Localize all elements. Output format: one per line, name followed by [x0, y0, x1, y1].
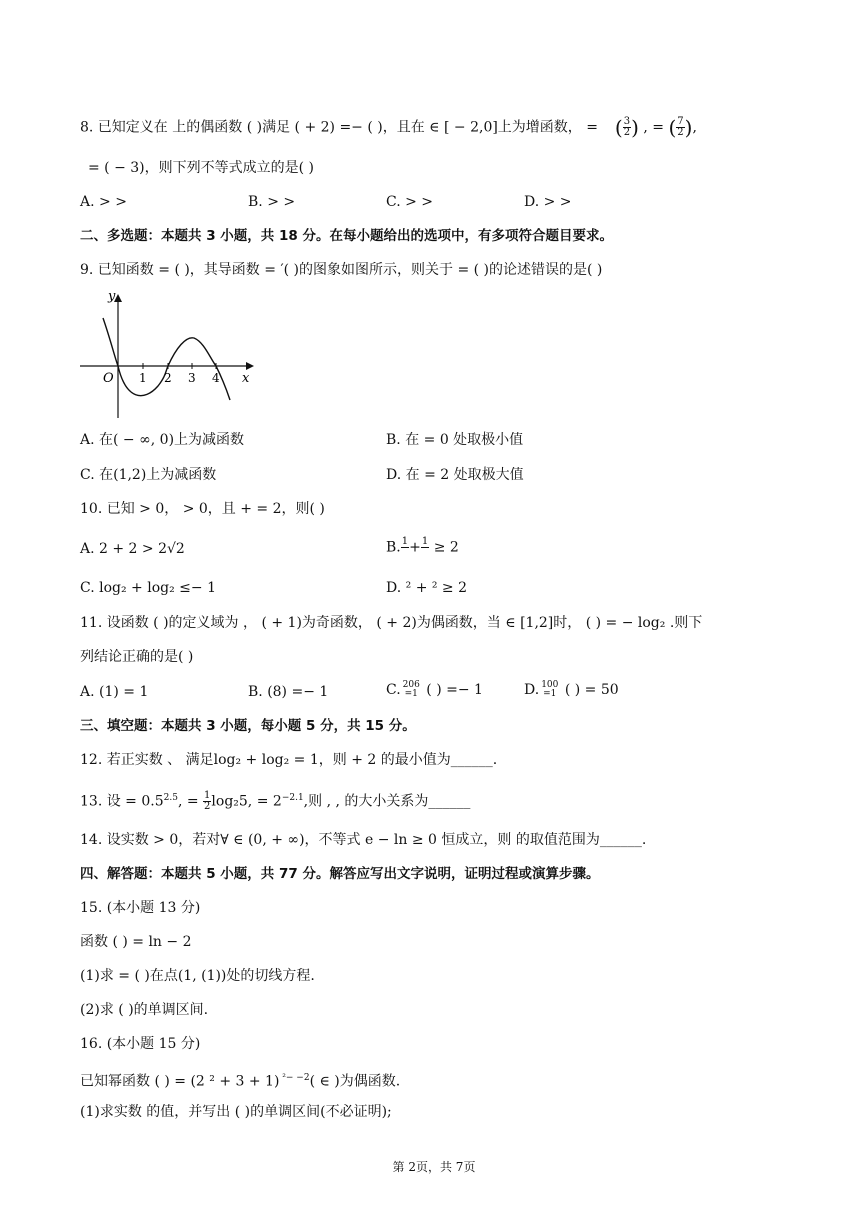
q16-part1: (1)求实数 的值，并写出 ( )的单调区间(不必证明); [80, 1104, 392, 1120]
q13-frac: $\frac{1}{2}$ [204, 790, 211, 813]
q10-option-d: D. ² + ² ≥ 2 [386, 580, 468, 596]
q11-option-d: D. 100 =1 ( ) = 50 [524, 680, 619, 699]
paren-close: ) [631, 115, 639, 140]
q15-head: 15. (本小题 13 分) [80, 900, 201, 916]
q15-stem: 函数 ( ) = ln − 2 [80, 934, 192, 950]
q8-text-b: , = [643, 119, 664, 136]
q13: 13. 设 = $0.5^{2.5}$, = $\frac{1}{2}$ log₂5, = $2^{-2.1}$,则 , , 的大小关系为______ [80, 790, 471, 813]
q8-option-d: D. > > [524, 194, 572, 210]
q11-option-a: A. (1) = 1 [80, 684, 149, 700]
q8-option-a: A. > > [80, 194, 127, 210]
q11-option-c: C. 206 =1 ( ) =− 1 [386, 680, 483, 699]
section-heading-fill-blank: 三、填空题：本题共 3 小题，每小题 5 分，共 15 分。 [80, 718, 416, 734]
q8-frac1: $\frac{3}{2}$ [623, 116, 631, 138]
section-heading-solutions: 四、解答题：本题共 5 小题，共 77 分。解答应写出文字说明，证明过程或演算步骤。 [80, 866, 600, 882]
q16-stem: 已知幂函数 ( ) = (2 ² + 3 + 1) $^{^2- -2}$( ∈ )为偶函数. [80, 1073, 401, 1090]
q10-option-b: B. 1 + 1 ≥ 2 [386, 537, 459, 558]
tick-label-3: 3 [188, 371, 196, 385]
derivative-graph [78, 290, 258, 422]
q8-line1 [80, 117, 697, 138]
x-axis-arrow [246, 362, 254, 370]
q9-option-d: D. 在 = 2 处取极大值 [386, 467, 524, 483]
q16-head: 16. (本小题 15 分) [80, 1036, 201, 1052]
q11-c-sum-limits: 206 =1 [402, 680, 420, 699]
q11-option-b: B. (8) =− 1 [248, 684, 329, 700]
origin-label: O [103, 371, 114, 386]
paren-close: ) [684, 115, 693, 140]
tick-label-1: 1 [139, 371, 147, 385]
q10-stem: 10. 已知 > 0， > 0，且 + = 2，则( ) [80, 501, 325, 517]
q15-part1: (1)求 = ( )在点(1, (1))处的切线方程. [80, 968, 315, 984]
paren-open: ( [668, 115, 677, 140]
q8-frac2: $\frac{7}{2}$ [677, 116, 684, 138]
paren-open: ( [614, 115, 623, 140]
q8-text-c: , [692, 119, 697, 136]
q11-d-sum-limits: 100 =1 [541, 680, 559, 699]
x-axis-label: x [242, 371, 250, 386]
derivative-curve [103, 318, 230, 400]
q8-text-a: 8. 已知定义在 上的偶函数 ( )满足 ( + 2) =− ( )，且在 ∈ [ − 2,0]上为增函数， = [80, 119, 598, 136]
page-footer: 第 2页，共 7页 [392, 1160, 476, 1174]
q8-line2: = ( − 3)，则下列不等式成立的是( ) [88, 160, 315, 176]
q15-part2: (2)求 ( )的单调区间. [80, 1002, 209, 1018]
q9-option-c: C. 在(1,2)上为减函数 [80, 467, 217, 483]
q9-option-a: A. 在( − ∞, 0)上为减函数 [80, 432, 245, 448]
q10-frac1: 1 [401, 536, 409, 547]
q11-line2: 列结论正确的是( ) [80, 649, 194, 665]
q8-option-c: C. > > [386, 194, 434, 210]
q14: 14. 设实数 > 0，若对∀ ∈ (0, + ∞)，不等式 e − ln ≥ 0 恒成立，则 的取值范围为______. [80, 832, 647, 848]
tick-label-4: 4 [212, 371, 220, 385]
q12: 12. 若正实数 、 满足log₂ + log₂ = 1，则 + 2 的最小值为______. [80, 752, 498, 768]
q10-option-c: C. log₂ + log₂ ≤− 1 [80, 580, 216, 596]
q10-option-a: A. 2 + 2 > 2√2 [80, 541, 185, 557]
q8-option-b: B. > > [248, 194, 296, 210]
q11-line1: 11. 设函数 ( )的定义域为 ， ( + 1)为奇函数， ( + 2)为偶函数，当 ∈ [1,2]时， ( ) = − log₂ .则下 [80, 615, 703, 631]
y-axis-label: y [108, 290, 116, 304]
section-heading-multi-choice: 二、多选题：本题共 3 小题，共 18 分。在每小题给出的选项中，有多项符合题目要求。 [80, 228, 613, 244]
q9-stem: 9. 已知函数 = ( )，其导函数 = ′( )的图象如图所示，则关于 = ( )的论述错误的是( ) [80, 262, 603, 278]
q9-option-b: B. 在 = 0 处取极小值 [386, 432, 524, 448]
q10-frac2: 1 [421, 536, 429, 547]
tick-label-2: 2 [164, 371, 172, 385]
